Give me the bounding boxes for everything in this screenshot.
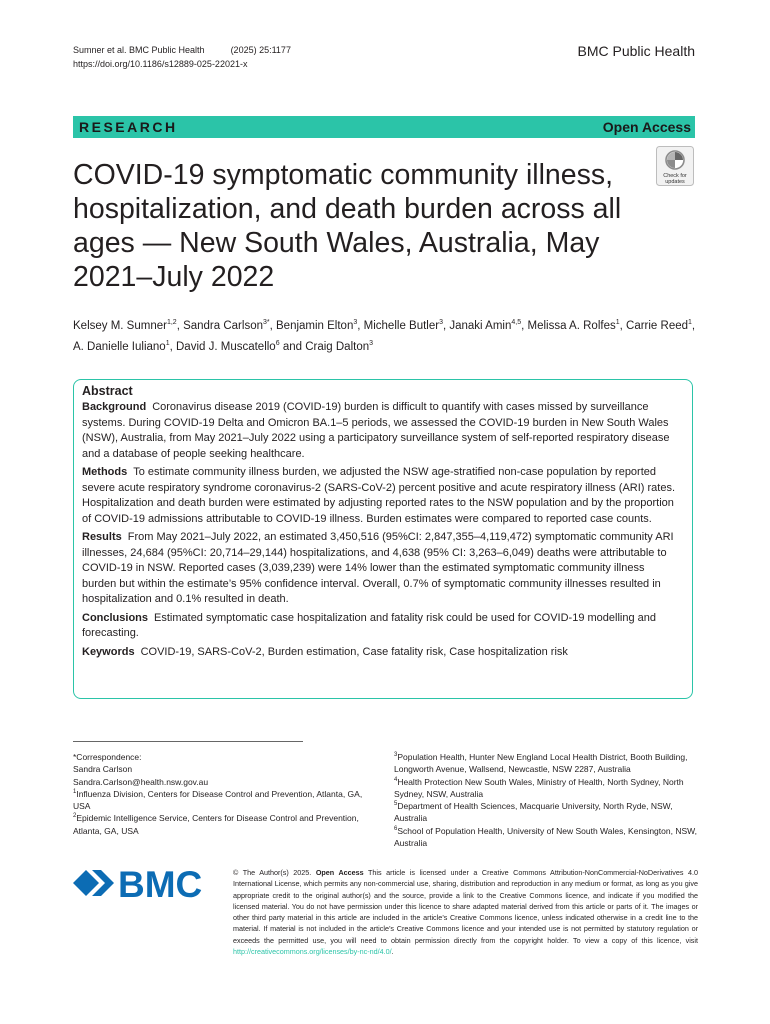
abstract-conclusions xyxy=(82,611,681,642)
abstract-methods xyxy=(82,465,681,527)
author-separator: , xyxy=(619,320,627,332)
keywords-text: COVID-19, SARS-CoV-2, Burden estimation, Case fatality risk, Case hospitalization risk xyxy=(140,645,568,658)
author-affiliation: 1 xyxy=(688,319,692,327)
affiliation-2-text: Epidemic Intelligence Service, Centers for Disease Control and Prevention, Atlanta, GA, USA xyxy=(73,813,359,836)
license-open-access: Open Access xyxy=(315,868,364,877)
footnote-divider xyxy=(73,741,303,742)
author[interactable] xyxy=(626,320,692,332)
article-type-label: RESEARCH xyxy=(79,119,178,135)
author-affiliation: 1,2 xyxy=(166,319,177,327)
author-affiliation: 6 xyxy=(275,340,280,348)
author-separator: and xyxy=(279,341,306,353)
keywords-label: Keywords xyxy=(82,645,135,658)
running-header xyxy=(73,43,291,71)
affiliation-3 xyxy=(394,751,699,776)
author-name: Sandra Carlson xyxy=(183,320,263,332)
affiliation-3-number: 3 xyxy=(394,752,398,759)
license-body: This article is licensed under a Creative Commons Attribution-NonCommercial-NoDerivatives 4.0 International License, which permits any non-commercial use, sharing, distribution and reproduction in any medium or format, as long as you give appropriate credit to the original author(s) and the source, provide a link to the Creative Commons licence, and indicate if you modified the licensed material. You do not have permission under this licence to share adapted material derived from this article or parts of it. The images or other third party material in this article are included in the article’s Creative Commons licence, unless indicated otherwise in a credit line to the material. If material is not included in the article’s Creative Commons licence and your intended use is not permitted by statutory regulation or exceeds the permitted use, you will need to obtain permission directly from the copyright holder. To view a copy of this licence, visit xyxy=(233,868,698,945)
author-affiliation: 3 xyxy=(439,319,443,327)
author-name: Janaki Amin xyxy=(449,320,512,332)
author[interactable] xyxy=(176,341,280,353)
results-label: Results xyxy=(82,531,122,543)
author[interactable] xyxy=(364,320,443,332)
author[interactable] xyxy=(73,320,177,332)
article-title: COVID-19 symptomatic community illness, hospitalization, and death burden across all ages — New South Wales, Australia, May 2021–July 2022 xyxy=(73,159,622,293)
crossmark-icon xyxy=(656,146,694,186)
correspondence-label: *Correspondence: xyxy=(73,752,142,762)
author-affiliation: 3* xyxy=(262,319,270,327)
affiliation-4 xyxy=(394,776,699,801)
abstract-results xyxy=(82,530,681,608)
results-text: From May 2021–July 2022, an estimated 3,450,516 (95%CI: 2,847,355–4,119,472) symptomatic community ARI illnesses, 24,684 (95%CI: 20,714–29,144) hospitalizations, and 4,638 (95% CI: 3,263–6,049) deaths were attributable to COVID-19 in NSW. Reported cases (3,039,239) were 14% lower than the estimated symptomatic community illness burden but within the estimate’s 95% confidence interval. Overall, 0.7% of symptomatic community illnesses resulted in hospitalization and 0.1% resulted in death. xyxy=(82,531,674,605)
affiliation-5-text: Department of Health Sciences, Macquarie University, North Ryde, NSW, Australia xyxy=(394,801,673,824)
author[interactable] xyxy=(449,320,521,332)
conclusions-label: Conclusions xyxy=(82,611,149,624)
affiliation-3-text: Population Health, Hunter New England Local Health District, Booth Building, Longworth Avenue, Wallsend, Newcastle, NSW 2287, Australia xyxy=(394,752,688,775)
author-name: A. Danielle Iuliano xyxy=(73,341,166,353)
author-name: Benjamin Elton xyxy=(276,320,354,332)
license-text xyxy=(233,867,698,957)
author[interactable] xyxy=(305,341,373,353)
background-text: Coronavirus disease 2019 (COVID-19) burden is difficult to quantify with cases missed by surveillance systems. During COVID-19 Delta and Omicron BA.1–5 periods, we assessed the COVID-19 burden in New South Wales (NSW), Australia, from May 2021–July 2022 using a participatory surveillance system of self-reported respiratory disease and a database of people seeking healthcare. xyxy=(82,401,670,460)
methods-text: To estimate community illness burden, we adjusted the NSW age-stratified non-case population by reported severe acute respiratory syndrome coronavirus-2 (SARS-CoV-2) percent positive and acute respiratory illness (ARI) rates. Hospitalization and death burden were estimated by adjusting reported rates to the NSW population and by the proportion of COVID-19 admissions attributable to COVID-19 illness. Burden estimates were compared to reported case counts. xyxy=(82,466,676,525)
author-affiliation: 1 xyxy=(615,319,620,327)
affiliation-2-number: 2 xyxy=(73,813,77,820)
author-separator: , xyxy=(169,341,176,353)
author-name: Kelsey M. Sumner xyxy=(73,320,167,332)
header-year-volume: (2025) 25:1177 xyxy=(230,45,291,55)
journal-name: BMC Public Health xyxy=(577,43,695,59)
author[interactable] xyxy=(276,320,357,332)
license-prefix: © The Author(s) 2025. xyxy=(233,868,312,877)
bmc-logo-text: BMC xyxy=(118,866,203,900)
crossmark-label-1: Check for xyxy=(663,173,687,179)
bmc-logo xyxy=(73,866,213,900)
affiliation-4-number: 4 xyxy=(394,776,398,783)
crossmark-label-2: updates xyxy=(665,179,685,185)
author-separator: , xyxy=(691,320,696,332)
affiliation-5 xyxy=(394,800,699,825)
author-separator: , xyxy=(357,320,364,332)
author-affiliation: 4,5 xyxy=(511,319,522,327)
license-link[interactable]: http://creativecommons.org/licenses/by-nc-nd/4.0/ xyxy=(233,947,392,957)
header-author-line: Sumner et al. BMC Public Health xyxy=(73,45,205,55)
affiliation-2 xyxy=(73,812,373,837)
abstract-heading: Abstract xyxy=(82,384,133,398)
license-suffix: . xyxy=(391,947,394,957)
affiliation-5-number: 5 xyxy=(394,801,398,808)
header-doi-link[interactable]: https://doi.org/10.1186/s12889-025-22021-x xyxy=(73,59,248,69)
affiliation-6-number: 6 xyxy=(394,825,398,832)
author-list xyxy=(73,316,698,358)
author-separator: , xyxy=(521,320,528,332)
footnotes-left xyxy=(73,751,373,837)
author-affiliation: 3 xyxy=(353,319,358,327)
author[interactable] xyxy=(528,320,620,332)
affiliation-6-text: School of Population Health, University of New South Wales, Kensington, NSW, Australia xyxy=(394,825,698,849)
correspondence-name: Sandra Carlson xyxy=(73,764,133,775)
affiliation-6 xyxy=(394,825,699,850)
citation-line xyxy=(73,43,291,57)
conclusions-text: Estimated symptomatic case hospitalization and fatality risk could be used for COVID-19 modelling and forecasting. xyxy=(82,611,656,639)
correspondence-email[interactable]: Sandra.Carlson@health.nsw.gov.au xyxy=(73,776,209,787)
author-name: David J. Muscatello xyxy=(176,341,276,353)
author-name: Melissa A. Rolfes xyxy=(527,320,616,332)
author-name: Michelle Butler xyxy=(363,320,440,332)
affiliation-1-number: 1 xyxy=(73,789,77,796)
author-separator: , xyxy=(442,320,450,332)
author-name: Craig Dalton xyxy=(305,341,370,353)
author-separator: , xyxy=(269,320,276,332)
author-name: Carrie Reed xyxy=(626,320,689,332)
author-affiliation: 3 xyxy=(369,340,374,348)
check-for-updates-button[interactable] xyxy=(656,146,694,186)
bmc-logo-icon xyxy=(73,866,213,900)
author[interactable] xyxy=(73,341,170,353)
methods-label: Methods xyxy=(82,466,128,478)
abstract-box xyxy=(73,379,693,699)
author[interactable] xyxy=(183,320,270,332)
author-separator: , xyxy=(176,320,184,332)
affiliation-4-text: Health Protection New South Wales, Ministry of Health, North Sydney, North Sydney, NSW, Australia xyxy=(394,776,684,799)
affiliation-1-text: Influenza Division, Centers for Disease Control and Prevention, Atlanta, GA, USA xyxy=(73,788,363,812)
open-access-label: Open Access xyxy=(602,119,691,135)
abstract-background xyxy=(82,400,681,462)
background-label: Background xyxy=(82,401,147,413)
affiliation-1 xyxy=(73,788,373,813)
footnotes-right xyxy=(394,751,699,849)
abstract-keywords xyxy=(82,645,681,661)
author-affiliation: 1 xyxy=(165,340,170,348)
article-type-band xyxy=(73,116,695,138)
